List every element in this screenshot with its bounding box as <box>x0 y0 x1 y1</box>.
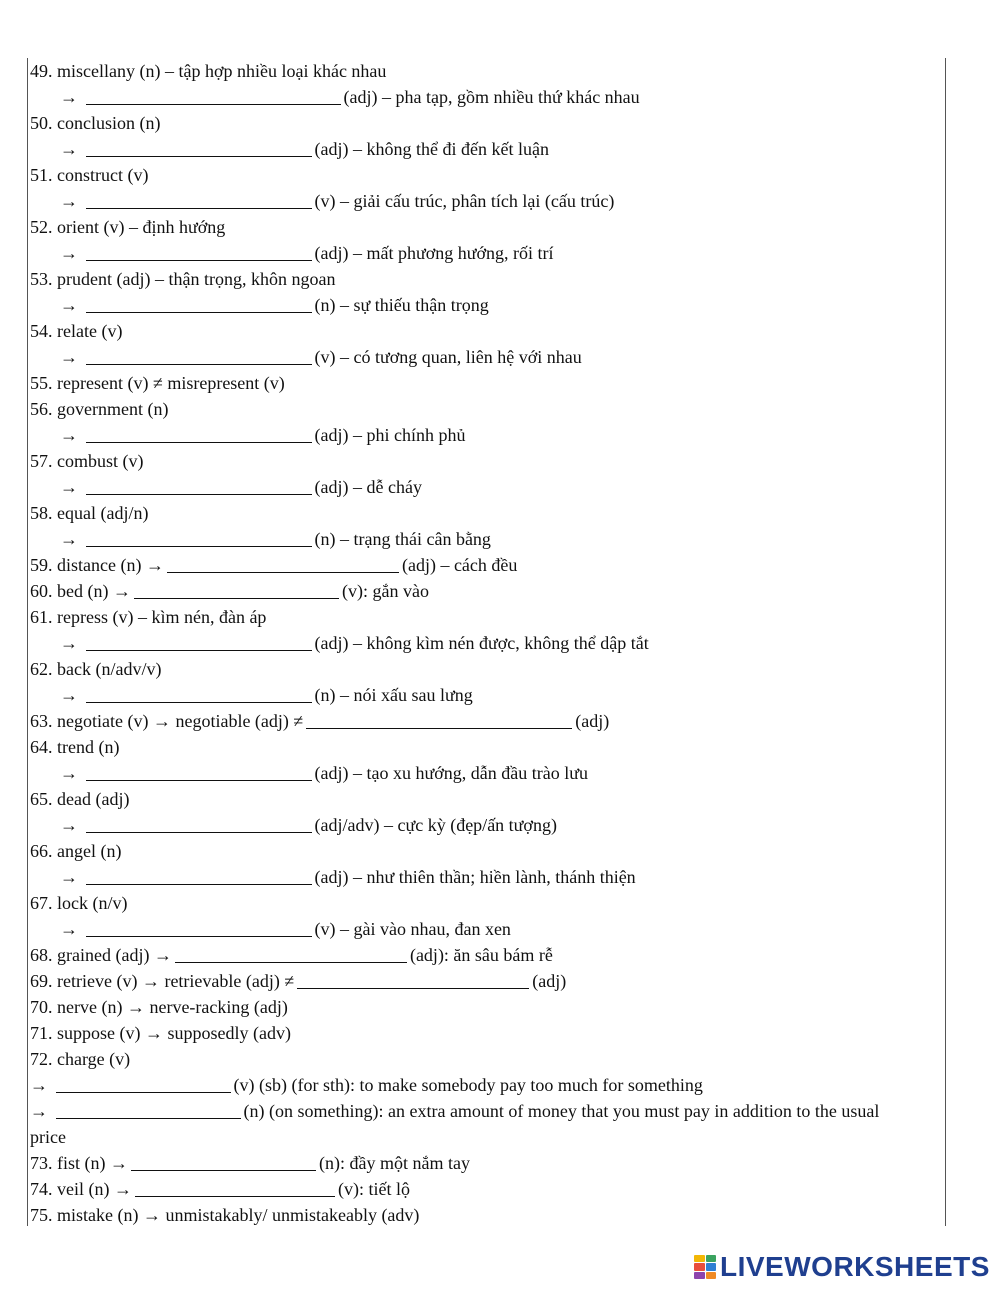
list-item <box>30 526 945 552</box>
list-item <box>30 240 945 266</box>
item-number: 50. <box>30 113 53 133</box>
item-definition: (v) – gài vào nhau, đan xen <box>314 919 511 939</box>
item-text: retrieve (v) → retrievable (adj) ≠ <box>57 971 295 991</box>
list-item <box>30 370 945 396</box>
arrow-symbol: → <box>60 867 78 887</box>
list-item <box>30 1098 945 1124</box>
item-definition: (v) (sb) (for sth): to make somebody pay too much for something <box>233 1075 703 1095</box>
item-number: 56. <box>30 399 53 419</box>
arrow-symbol: → <box>30 1075 48 1095</box>
list-item <box>30 318 945 344</box>
item-text: angel (n) <box>57 841 122 861</box>
answer-blank[interactable] <box>86 242 312 261</box>
list-item <box>30 188 945 214</box>
answer-blank[interactable] <box>86 476 312 495</box>
list-item <box>30 708 945 734</box>
item-text: orient (v) – định hướng <box>57 217 226 237</box>
answer-blank[interactable] <box>86 762 312 781</box>
item-definition: (adj) – cách đều <box>401 555 518 575</box>
list-item <box>30 162 945 188</box>
item-definition: (adj) – không kìm nén được, không thể dập tắt <box>314 633 649 653</box>
liveworksheets-logo <box>694 1252 990 1282</box>
item-number: 62. <box>30 659 53 679</box>
answer-blank[interactable] <box>86 346 312 365</box>
item-number: 67. <box>30 893 53 913</box>
item-number: 61. <box>30 607 53 627</box>
list-item <box>30 422 945 448</box>
list-item <box>30 1176 945 1202</box>
item-number: 60. <box>30 581 53 601</box>
list-item <box>30 1124 945 1150</box>
arrow-symbol: → <box>60 425 78 445</box>
item-text: lock (n/v) <box>57 893 128 913</box>
item-definition: (n) – trạng thái cân bằng <box>314 529 491 549</box>
list-item <box>30 1020 945 1046</box>
list-item <box>30 292 945 318</box>
item-number: 59. <box>30 555 53 575</box>
list-item <box>30 812 945 838</box>
item-number: 54. <box>30 321 53 341</box>
item-number: 69. <box>30 971 53 991</box>
item-definition: (n) (on something): an extra amount of money that you must pay in addition to the usual <box>243 1101 880 1121</box>
item-definition: (adj) – tạo xu hướng, dẫn đầu trào lưu <box>314 763 588 783</box>
item-number: 65. <box>30 789 53 809</box>
item-definition: (adj) – phi chính phủ <box>314 425 466 445</box>
list-item <box>30 500 945 526</box>
item-number: 53. <box>30 269 53 289</box>
item-number: 72. <box>30 1049 53 1069</box>
list-item <box>30 474 945 500</box>
item-number: 52. <box>30 217 53 237</box>
item-definition: (adj/adv) – cực kỳ (đẹp/ấn tượng) <box>314 815 557 835</box>
item-text: dead (adj) <box>57 789 130 809</box>
item-text: equal (adj/n) <box>57 503 149 523</box>
item-text: negotiate (v) → negotiable (adj) ≠ <box>57 711 304 731</box>
answer-blank[interactable] <box>86 528 312 547</box>
answer-blank[interactable] <box>135 1178 335 1197</box>
item-text: price <box>30 1127 66 1147</box>
arrow-symbol: → <box>60 685 78 705</box>
item-number: 70. <box>30 997 53 1017</box>
worksheet-page <box>27 58 946 1226</box>
answer-blank[interactable] <box>56 1074 231 1093</box>
item-text: trend (n) <box>57 737 120 757</box>
list-item <box>30 942 945 968</box>
item-text: construct (v) <box>57 165 149 185</box>
arrow-symbol: → <box>60 87 78 107</box>
answer-blank[interactable] <box>86 684 312 703</box>
arrow-symbol: → <box>60 815 78 835</box>
list-item <box>30 1202 945 1228</box>
item-definition: (adj) – mất phương hướng, rối trí <box>314 243 554 263</box>
item-number: 73. <box>30 1153 53 1173</box>
list-item <box>30 448 945 474</box>
item-number: 64. <box>30 737 53 757</box>
item-text: bed (n) → <box>57 581 131 601</box>
answer-blank[interactable] <box>134 580 339 599</box>
list-item <box>30 266 945 292</box>
item-text: veil (n) → <box>57 1179 132 1199</box>
answer-blank[interactable] <box>175 944 407 963</box>
item-text: distance (n) → <box>57 555 164 575</box>
item-number: 71. <box>30 1023 53 1043</box>
item-number: 58. <box>30 503 53 523</box>
item-text: miscellany (n) – tập hợp nhiều loại khác nhau <box>57 61 387 81</box>
item-text: charge (v) <box>57 1049 131 1069</box>
item-definition: (adj): ăn sâu bám rễ <box>409 945 553 965</box>
arrow-symbol: → <box>60 191 78 211</box>
arrow-symbol: → <box>30 1101 48 1121</box>
logo-icon <box>694 1255 716 1279</box>
arrow-symbol: → <box>60 529 78 549</box>
list-item <box>30 58 945 84</box>
item-number: 55. <box>30 373 53 393</box>
item-definition: (adj) – dễ cháy <box>314 477 422 497</box>
item-text: back (n/adv/v) <box>57 659 162 679</box>
answer-blank[interactable] <box>86 814 312 833</box>
list-item <box>30 838 945 864</box>
item-definition: (adj) <box>532 971 567 991</box>
item-number: 49. <box>30 61 53 81</box>
answer-blank[interactable] <box>86 918 312 937</box>
answer-blank[interactable] <box>131 1152 316 1171</box>
item-number: 74. <box>30 1179 53 1199</box>
item-definition: (n): đầy một nắm tay <box>319 1153 470 1173</box>
answer-blank[interactable] <box>86 424 312 443</box>
item-definition: (n) – sự thiếu thận trọng <box>314 295 489 315</box>
list-item <box>30 552 945 578</box>
answer-blank[interactable] <box>86 138 312 157</box>
list-item <box>30 864 945 890</box>
item-number: 68. <box>30 945 53 965</box>
arrow-symbol: → <box>60 919 78 939</box>
item-text: relate (v) <box>57 321 123 341</box>
list-item <box>30 396 945 422</box>
list-item <box>30 214 945 240</box>
list-item <box>30 682 945 708</box>
item-text: grained (adj) → <box>57 945 172 965</box>
item-text: conclusion (n) <box>57 113 161 133</box>
list-item <box>30 578 945 604</box>
vocabulary-list <box>30 58 945 1228</box>
item-definition: (adj) – như thiên thần; hiền lành, thánh thiện <box>314 867 636 887</box>
item-number: 57. <box>30 451 53 471</box>
item-definition: (adj) <box>575 711 610 731</box>
list-item <box>30 136 945 162</box>
list-item <box>30 734 945 760</box>
item-definition: (v) – giải cấu trúc, phân tích lại (cấu trúc) <box>314 191 615 211</box>
item-definition: (adj) – không thể đi đến kết luận <box>314 139 549 159</box>
arrow-symbol: → <box>60 477 78 497</box>
answer-blank[interactable] <box>86 866 312 885</box>
list-item <box>30 890 945 916</box>
arrow-symbol: → <box>60 295 78 315</box>
list-item <box>30 84 945 110</box>
answer-blank[interactable] <box>86 86 341 105</box>
list-item <box>30 760 945 786</box>
item-number: 51. <box>30 165 53 185</box>
item-text: government (n) <box>57 399 169 419</box>
list-item <box>30 916 945 942</box>
list-item <box>30 656 945 682</box>
item-text: combust (v) <box>57 451 144 471</box>
item-definition: (n) – nói xấu sau lưng <box>314 685 473 705</box>
logo-text: LIVEWORKSHEETS <box>720 1251 990 1282</box>
answer-blank[interactable] <box>86 190 312 209</box>
item-text: mistake (n) → unmistakably/ unmistakeably (adv) <box>57 1205 420 1225</box>
arrow-symbol: → <box>60 633 78 653</box>
item-definition: (adj) – pha tạp, gồm nhiều thứ khác nhau <box>343 87 640 107</box>
arrow-symbol: → <box>60 763 78 783</box>
answer-blank[interactable] <box>167 554 399 573</box>
item-definition: (v): gắn vào <box>341 581 429 601</box>
list-item <box>30 1072 945 1098</box>
item-text: represent (v) ≠ misrepresent (v) <box>57 373 285 393</box>
list-item <box>30 1150 945 1176</box>
arrow-symbol: → <box>60 139 78 159</box>
answer-blank[interactable] <box>297 970 529 989</box>
answer-blank[interactable] <box>56 1100 241 1119</box>
item-number: 63. <box>30 711 53 731</box>
list-item <box>30 630 945 656</box>
item-text: fist (n) → <box>57 1153 128 1173</box>
arrow-symbol: → <box>60 347 78 367</box>
list-item <box>30 344 945 370</box>
answer-blank[interactable] <box>86 294 312 313</box>
list-item <box>30 110 945 136</box>
item-text: repress (v) – kìm nén, đàn áp <box>57 607 267 627</box>
list-item <box>30 968 945 994</box>
item-definition: (v) – có tương quan, liên hệ với nhau <box>314 347 582 367</box>
item-number: 66. <box>30 841 53 861</box>
answer-blank[interactable] <box>306 710 572 729</box>
item-number: 75. <box>30 1205 53 1225</box>
list-item <box>30 786 945 812</box>
item-text: suppose (v) → supposedly (adv) <box>57 1023 291 1043</box>
list-item <box>30 604 945 630</box>
arrow-symbol: → <box>60 243 78 263</box>
answer-blank[interactable] <box>86 632 312 651</box>
item-definition: (v): tiết lộ <box>337 1179 410 1199</box>
item-text: nerve (n) → nerve-racking (adj) <box>57 997 288 1017</box>
list-item <box>30 1046 945 1072</box>
list-item <box>30 994 945 1020</box>
item-text: prudent (adj) – thận trọng, khôn ngoan <box>57 269 336 289</box>
